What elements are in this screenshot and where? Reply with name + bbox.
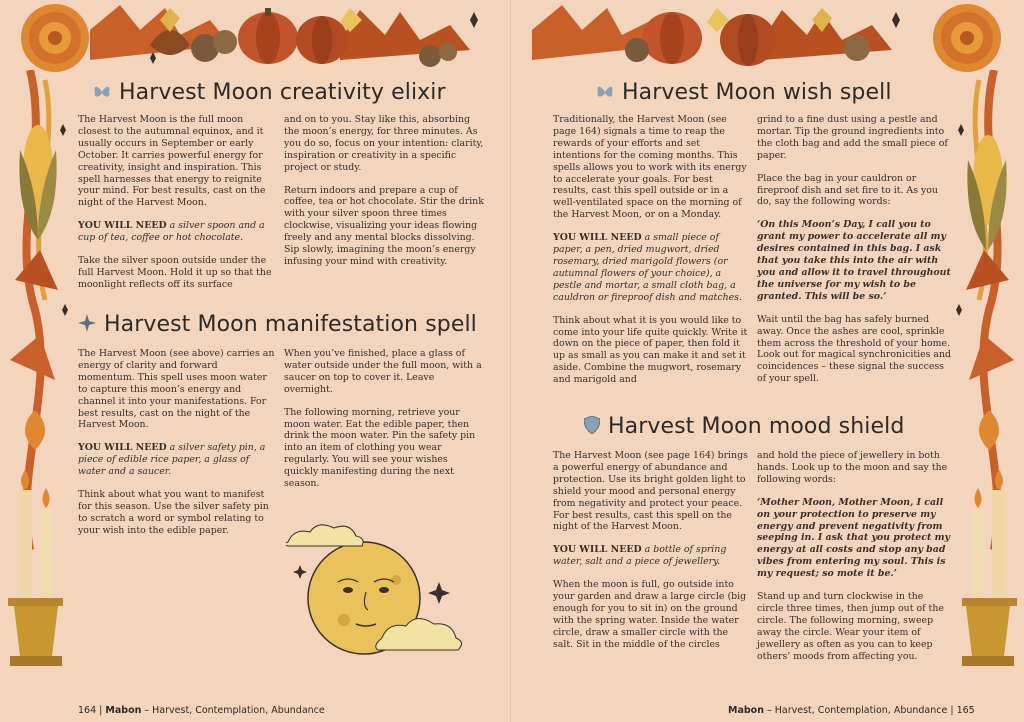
wish-step-3: Place the bag in your cauldron or fireproof dish and set fire to it. As you do, say the following words: (757, 172, 938, 208)
wish-needs (553, 232, 750, 303)
needs-items: a silver safety pin, a piece of edible rice paper, a glass of water and a saucer. (78, 442, 266, 478)
shield-incantation: ‘Mother Moon, Mother Moon, I call on your protection to preserve my energy and prevent negativity from seeping in. I ask that you protect my energy at all costs and stop any bad vibes from entering my soul. This is my request; so mote it be.’ (757, 496, 950, 580)
wish-column-1 (553, 114, 750, 397)
shield-step-3: Stand up and turn clockwise in the circle three times, then jump out of the circle. The following morning, sweep away the circle. Wear your item of jewellery as often as you can to keep others’ moods from affecting you. (757, 591, 944, 662)
wish-heading (596, 80, 892, 106)
elixir-column-2 (284, 114, 484, 279)
wish-step-2: grind to a fine dust using a pestle and mortar. Tip the ground ingredients into the cloth bag and add the small piece of paper. (757, 114, 948, 161)
shield-column-1 (553, 450, 750, 662)
autumn-border-right (954, 70, 1024, 680)
page-number: 164 (78, 705, 97, 716)
right-footer (728, 705, 975, 716)
elixir-step-2: and on to you. Stay like this, absorbing the moon’s energy, for three minutes. As you do so, focus on your intention: clarity, inspiration or creativity in a specific project or study. (284, 114, 484, 173)
moon-face-illustration (286, 520, 476, 670)
moth-icon (93, 81, 111, 106)
wish-intro: Traditionally, the Harvest Moon (see page 164) signals a time to reap the rewards of your efforts and set intentions for the coming months. This spells allows you to work with its energy to accelerate your goals. For best results, cast this spell outside or in a well-ventilated space on the morning of the Harvest Moon, or on a Monday. (553, 114, 747, 221)
needs-items: a small piece of paper, a pen, dried mugwort, dried rosemary, dried marigold flowers (or autumnal flowers of your choice), a pestle and mortar, a small cloth bag, a cauldron or fireproof dish and matches. (553, 232, 742, 303)
needs-label: YOU WILL NEED (553, 544, 642, 556)
elixir-step-1: Take the silver spoon outside under the full Harvest Moon. Hold it up so that the moonlight reflects off its surface (78, 255, 272, 290)
shield-title: Harvest Moon mood shield (608, 414, 905, 439)
autumn-border-left (0, 70, 70, 680)
star-icon (78, 313, 96, 338)
elixir-heading (93, 80, 446, 106)
shield-step-1: When the moon is full, go outside into your garden and draw a large circle (big enough for you to sit in) on the ground with the spring water. Inside the water circle, draw a smaller circle with the salt. Sit in the middle of the circles (553, 579, 747, 650)
autumn-border-top (0, 0, 512, 80)
manifest-step-2: When you’ve finished, place a glass of water outside under the full moon, with a saucer on top to cover it. Leave overnight. (284, 348, 482, 395)
footer-subtitle: – Harvest, Contemplation, Abundance (763, 705, 951, 716)
manifestation-title: Harvest Moon manifestation spell (104, 312, 477, 337)
elixir-column-1 (78, 114, 276, 302)
needs-label: YOU WILL NEED (553, 232, 642, 244)
shield-step-2: and hold the piece of jewellery in both hands. Look up to the moon and say the following words: (757, 450, 948, 485)
page-number: 165 (953, 705, 975, 716)
wish-column-2 (757, 114, 952, 396)
shield-column-2 (757, 450, 952, 674)
needs-items: a bottle of spring water, salt and a piece of jewellery. (553, 544, 727, 568)
right-page (512, 0, 1024, 722)
manifestation-heading (78, 312, 477, 338)
needs-label: YOU WILL NEED (78, 220, 167, 232)
wish-incantation: ‘On this Moon’s Day, I call you to grant my power to accelerate all my desires contained in this bag. I ask that you take this into the air with you and allow it to travel throughout the universe for my wish to be granted. This will be so.’ (757, 219, 951, 302)
footer-brand: Mabon (105, 705, 142, 716)
moth-icon (596, 81, 614, 106)
footer-brand: Mabon (728, 705, 764, 716)
wish-step-4: Wait until the bag has safely burned away. Once the ashes are cool, sprinkle them across the threshold of your home. Look out for magical synchronicities and coincidences – these signal the success of your spell. (757, 313, 952, 385)
manifest-needs (78, 442, 276, 478)
manifestation-column-2 (284, 348, 484, 501)
left-footer (78, 705, 325, 716)
elixir-title: Harvest Moon creativity elixir (119, 80, 446, 105)
elixir-intro: The Harvest Moon is the full moon closest to the autumnal equinox, and it usually occurs in September or early October. It carries powerful energy for creativity, insight and inspiration. This spell harnesses that energy to reignite your mind. For best results, cast on the night of the Harvest Moon. (78, 114, 266, 209)
footer-subtitle: – Harvest, Contemplation, Abundance (141, 705, 325, 716)
footer-separator: | (950, 705, 954, 716)
wish-step-1: Think about what it is you would like to come into your life quite quickly. Write it down on the piece of paper, then fold it up as small as you can make it and set it aside. Combine the mugwort, rosemary and marigold and (553, 314, 748, 386)
footer-separator: | (99, 705, 103, 716)
manifest-step-3: The following morning, retrieve your moon water. Eat the edible paper, then drink the moon water. Pin the safety pin into an item of clothing you wear regularly. You will see your wishes quickly manifesting during the next season. (284, 406, 476, 490)
shield-heading (584, 414, 904, 440)
shield-intro: The Harvest Moon (see page 164) brings a powerful energy of abundance and protection. Use its bright golden light to shield your mood and personal energy from negativity and protect your peace. For best results, cast this spell on the night of the Harvest Moon. (553, 450, 748, 533)
elixir-step-3: Return indoors and prepare a cup of coffee, tea or hot chocolate. Stir the drink with your silver spoon three times clockwise, visualizing your ideas flowing freely and any mental blocks dissolving. Sip slowly, imagining the moon’s energy infusing your mind with creativity. (284, 184, 484, 267)
manifestation-column-1 (78, 348, 276, 548)
manifest-step-1: Think about what you want to manifest for this season. Use the silver safety pin to scratch a word or symbol relating to your wish into the edible paper. (78, 489, 269, 536)
wish-title: Harvest Moon wish spell (622, 80, 892, 105)
shield-icon (584, 415, 600, 440)
shield-needs (553, 544, 750, 568)
manifest-intro: The Harvest Moon (see above) carries an energy of clarity and forward momentum. This spell uses moon water to capture this moon’s energy and channel it into your manifestations. For best results, cast on the night of the Harvest Moon. (78, 348, 275, 431)
needs-items: a silver spoon and a cup of tea, coffee or hot chocolate. (78, 220, 265, 244)
needs-label: YOU WILL NEED (78, 442, 167, 454)
elixir-needs (78, 220, 276, 244)
autumn-border-top (512, 0, 1024, 80)
